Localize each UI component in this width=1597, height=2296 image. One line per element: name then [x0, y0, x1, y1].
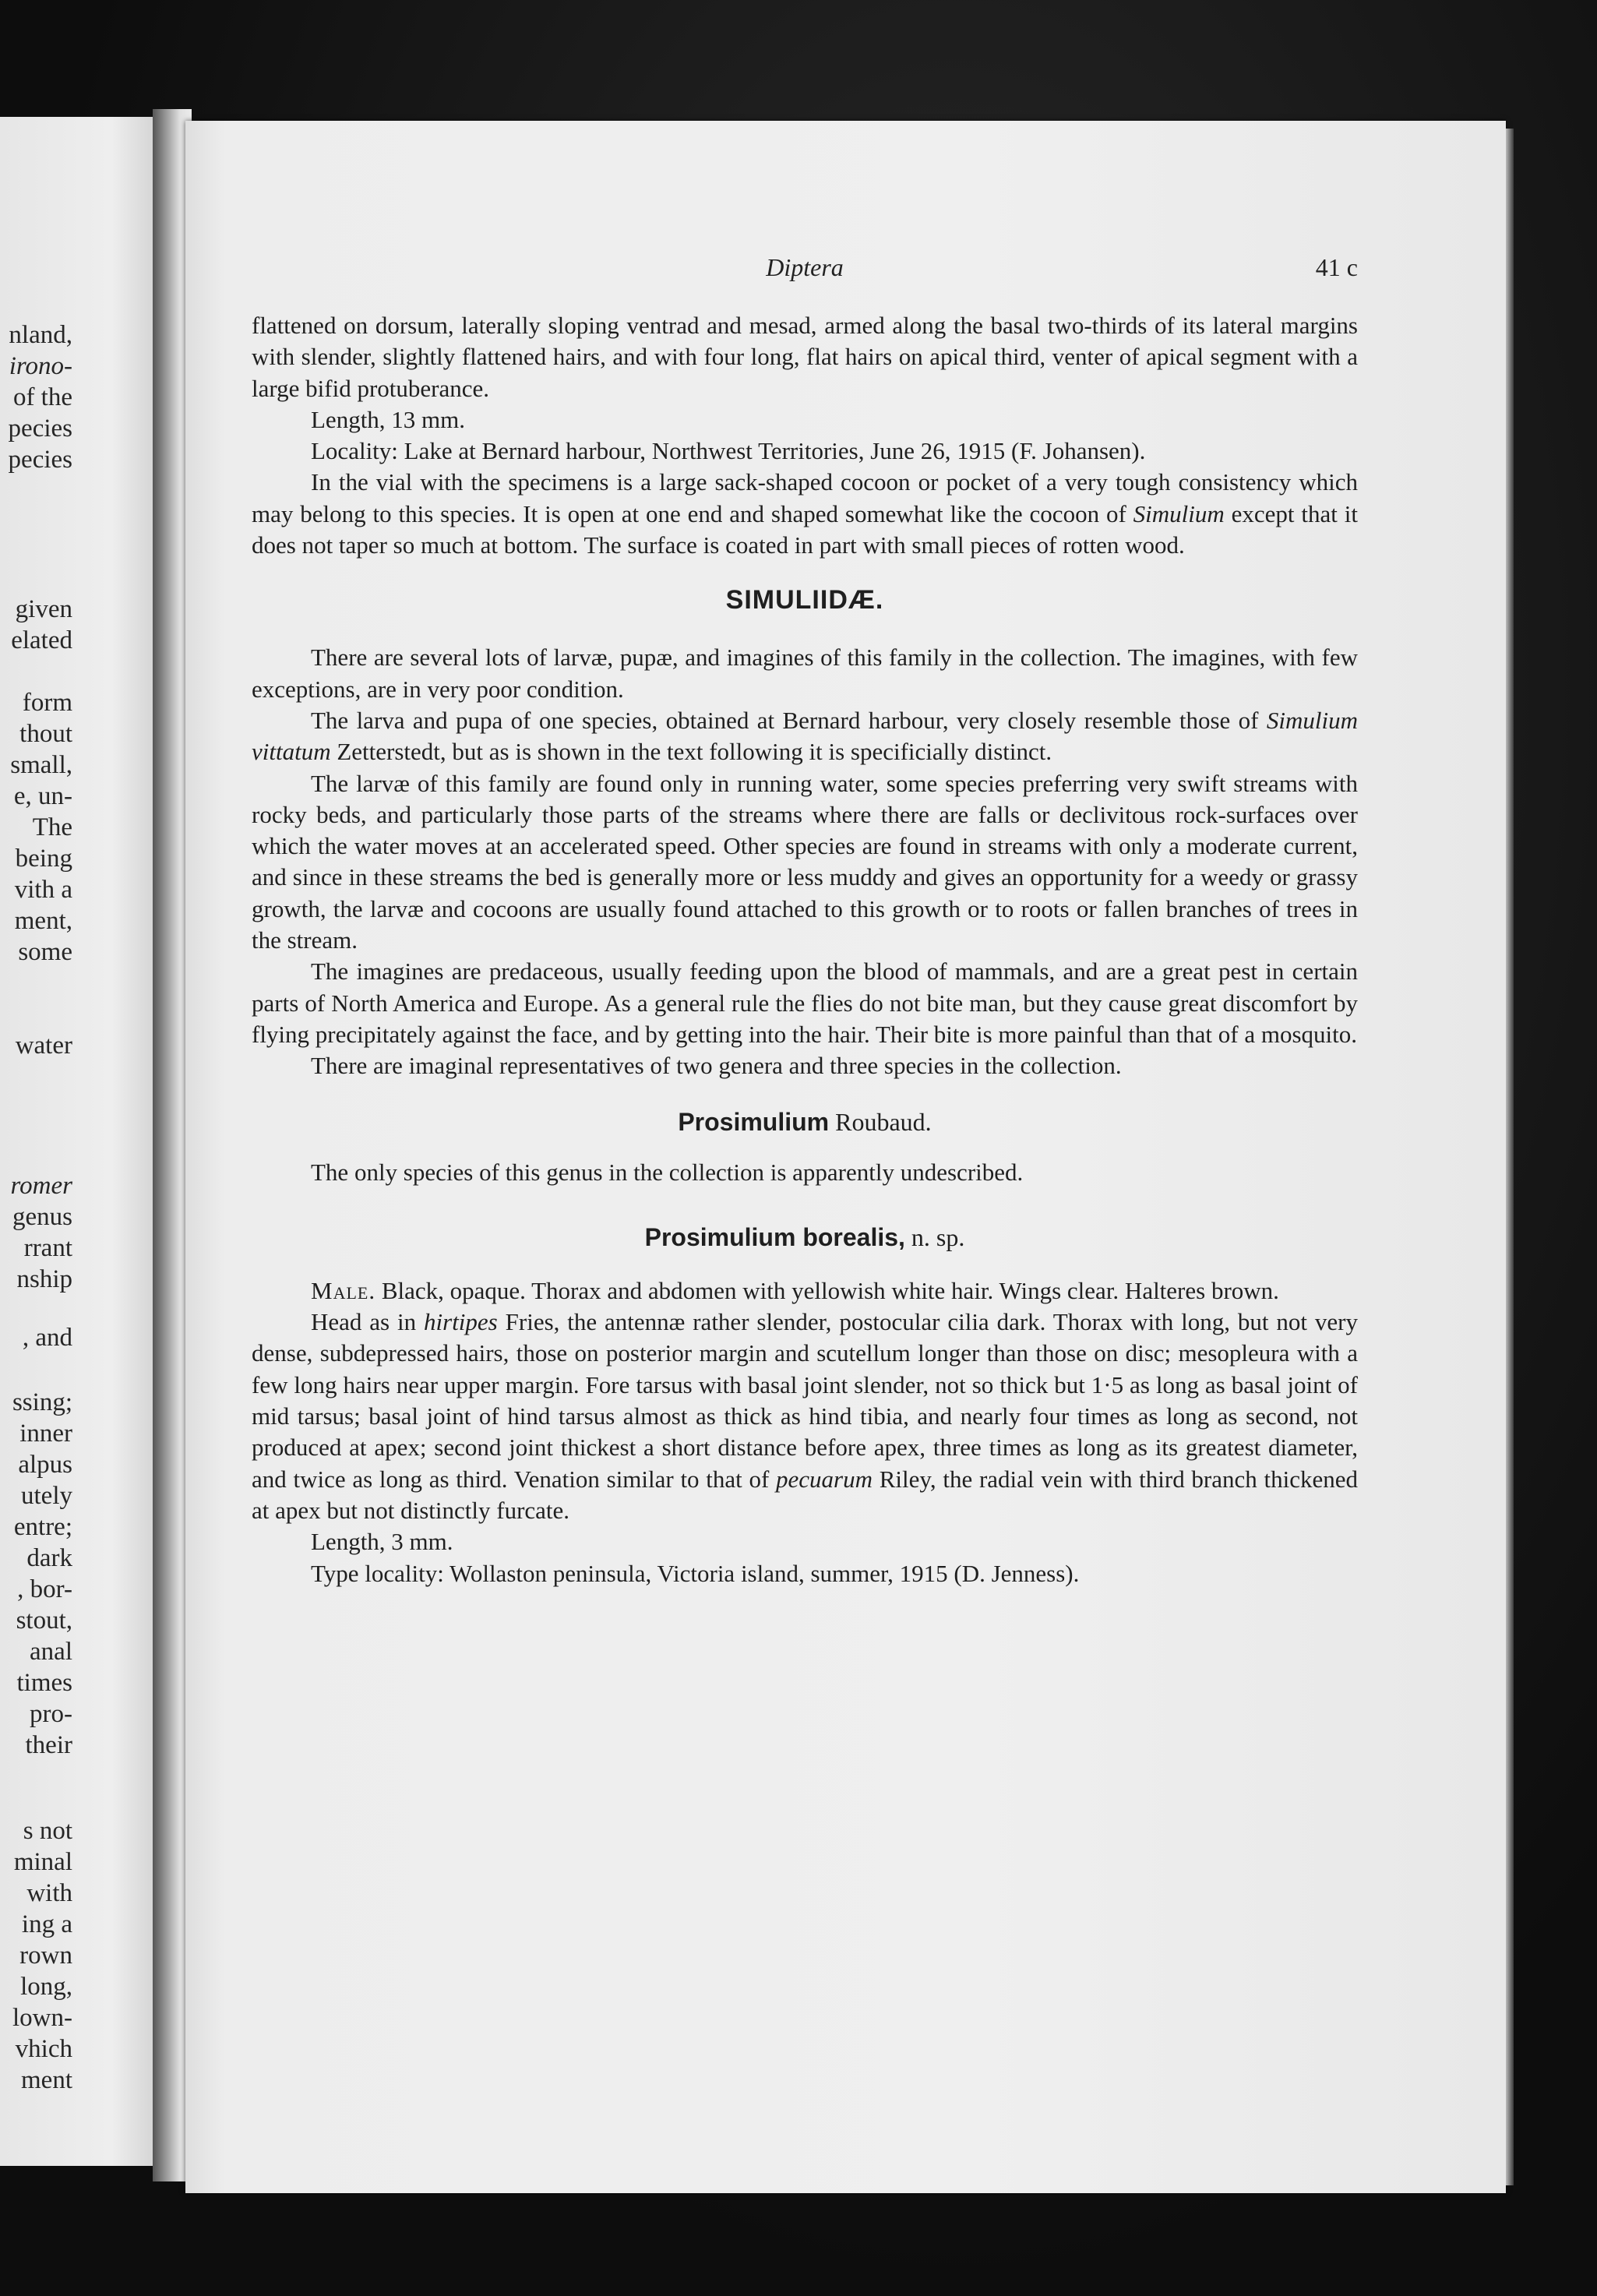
- left-page-fragment-line: pro-: [30, 1700, 72, 1728]
- left-page-fragment-line: The: [32, 813, 72, 841]
- left-page-fragment-line: anal: [30, 1638, 72, 1666]
- male-text: Black, opaque. Thorax and abdomen with yellowish white hair. Wings clear. Halteres brown.: [375, 1276, 1279, 1304]
- desc-text-c: Riley, the radial vein with third branch thickened at apex but not distinctly furcate.: [252, 1465, 1358, 1524]
- left-page-fragment-line: with: [26, 1879, 72, 1907]
- genus-paragraph: The only species of this genus in the collection is apparently undescribed.: [311, 1158, 1024, 1186]
- desc-species-2: pecuarum: [776, 1465, 873, 1493]
- left-page-fragment-line: thout: [19, 720, 72, 748]
- cocoon-text-end: except that it does not taper so much at bottom. The surface is coated in part with small pieces of rotten wood.: [252, 499, 1358, 559]
- genus-heading: [252, 1082, 1358, 1151]
- species-length: Length, 3 mm.: [311, 1528, 453, 1556]
- page-body: [252, 310, 1358, 1589]
- running-head: [252, 253, 1358, 287]
- left-page-fragment-line: ment,: [14, 907, 72, 935]
- left-page-fragment-line: romer: [10, 1172, 72, 1200]
- left-page-fragment-line: rown: [19, 1942, 72, 1970]
- left-page-fragment-line: their: [25, 1731, 72, 1759]
- type-locality: Type locality: Wollaston peninsula, Victoria island, summer, 1915 (D. Jenness).: [311, 1559, 1080, 1587]
- left-page-fragment-line: elated: [11, 626, 72, 654]
- left-page-fragment-line: vith a: [14, 876, 72, 904]
- desc-text-a: Head as in: [311, 1308, 425, 1336]
- left-page-text-fragments: [0, 117, 160, 2166]
- desc-species-1: hirtipes: [424, 1308, 498, 1336]
- left-page-fragment-line: some: [18, 938, 72, 966]
- genus-name: Prosimulium: [678, 1107, 830, 1136]
- left-page-fragment-line: , and: [22, 1324, 72, 1352]
- left-page-fragment-line: small,: [10, 751, 72, 779]
- species-suffix: n. sp.: [904, 1222, 965, 1251]
- family-p2-text: The larva and pupa of one species, obtained at Bernard harbour, very closely resemble those of: [311, 706, 1267, 734]
- left-page-fragment-line: entre;: [13, 1513, 72, 1541]
- left-page-fragment: [0, 117, 160, 2166]
- description-paragraph: [252, 1307, 1358, 1526]
- left-page-fragment-line: lown-: [12, 2004, 72, 2032]
- running-head-title: Diptera: [766, 253, 844, 281]
- left-page-fragment-line: , bor-: [17, 1575, 72, 1603]
- genus-author: Roubaud.: [829, 1107, 932, 1136]
- left-page-fragment-line: pecies: [8, 414, 72, 443]
- left-page-fragment-line: e, un-: [13, 782, 72, 810]
- left-page-fragment-line: stout,: [16, 1606, 72, 1635]
- cocoon-paragraph: [252, 467, 1358, 561]
- male-paragraph: [252, 1275, 1358, 1307]
- cocoon-genus: Simulium: [1133, 499, 1225, 527]
- family-paragraph-2: [252, 705, 1358, 768]
- page-edge-shadow: [1506, 129, 1514, 2185]
- family-paragraph-3: The larvæ of this family are found only in running water, some species preferring very swift streams with rocky beds, and particularly those parts of the streams where there are falls or declivitous rock-surfaces over which the water moves at an accelerated speed. Other species are found in streams with only a moderate current, and since in these streams the bed is generally more or less muddy and gives an opportunity for a weedy or grassy growth, the larvæ and cocoons are usually found attached to this growth or to roots or fallen branches of trees in the stream.: [252, 769, 1358, 954]
- left-page-fragment-line: nship: [16, 1265, 72, 1293]
- left-page-fragment-line: vhich: [15, 2035, 72, 2063]
- left-page-fragment-line: genus: [12, 1203, 72, 1231]
- family-p2-species: Simulium vittatum: [252, 706, 1358, 766]
- left-page-fragment-line: long,: [20, 1973, 72, 2001]
- left-page-fragment-line: s not: [23, 1817, 72, 1845]
- left-page-fragment-line: pecies: [8, 446, 72, 474]
- family-paragraph-1: There are several lots of larvæ, pupæ, and imagines of this family in the collection. The imagines, with few exceptions, are in very poor condition.: [252, 644, 1358, 703]
- species-heading: [252, 1188, 1358, 1266]
- family-paragraph-4: The imagines are predaceous, usually feeding upon the blood of mammals, and are a great pest in certain parts of North America and Europe. As a general rule the flies do not bite man, but they cause great discomfort by flying precipitately against the face, and by getting into the hair. Their bite is more painful than that of a mosquito.: [252, 958, 1358, 1048]
- cocoon-text: In the vial with the specimens is a large sack-shaped cocoon or pocket of a very tough consistency which may belong to this species. It is open at one end and shaped somewhat like the cocoon of: [252, 468, 1358, 527]
- page-number: 41 c: [1315, 253, 1358, 281]
- left-page-fragment-line: water: [15, 1032, 72, 1060]
- left-page-fragment-line: being: [15, 845, 72, 873]
- left-page-fragment-line: inner: [19, 1420, 72, 1448]
- family-p2-text-end: Zetterstedt, but as is shown in the text following it is specificially distinct.: [330, 738, 1052, 766]
- left-page-fragment-line: form: [22, 689, 72, 717]
- locality-line: Locality: Lake at Bernard harbour, Northwest Territories, June 26, 1915 (F. Johansen).: [311, 437, 1146, 465]
- continued-paragraph: flattened on dorsum, laterally sloping ventrad and mesad, armed along the basal two-thirds of its lateral margins with slender, slightly flattened hairs, and with four long, flat hairs on apical third, venter of apical segment with a large bifid protuberance.: [252, 312, 1358, 402]
- left-page-fragment-line: minal: [13, 1848, 72, 1876]
- left-page-fragment-line: irono-: [9, 352, 72, 380]
- left-page-fragment-line: nland,: [9, 321, 72, 349]
- length-line: Length, 13 mm.: [311, 405, 466, 433]
- desc-text-b: Fries, the antennæ rather slender, postocular cilia dark. Thorax with long, but not very dense, subdepressed hairs, those on posterior margin and scutellum longer than those on disc; mesopleura with a few long hairs near upper margin. Fore tarsus with basal joint slender, not so thick but 1·5 as long as basal joint of mid tarsus; basal joint of hind tarsus almost as thick as hind tibia, and nearly four times as long as second, not produced at apex; second joint thickest a short distance before apex, three times as long as its greatest diameter, and twice as long as third. Venation similar to that of: [252, 1308, 1358, 1493]
- left-page-fragment-line: of the: [12, 383, 72, 411]
- left-page-fragment-line: given: [15, 595, 72, 623]
- left-page-fragment-line: times: [16, 1669, 72, 1697]
- family-paragraph-5: There are imaginal representatives of two genera and three species in the collection.: [311, 1052, 1122, 1080]
- male-label: Male.: [311, 1276, 376, 1304]
- left-page-fragment-line: ing a: [21, 1910, 72, 1938]
- left-page-fragment-line: ssing;: [12, 1388, 72, 1416]
- left-page-fragment-line: ment: [21, 2066, 72, 2094]
- left-page-fragment-line: dark: [26, 1544, 72, 1572]
- left-page-fragment-line: alpus: [18, 1451, 72, 1479]
- left-page-fragment-line: rrant: [23, 1234, 72, 1262]
- left-page-fragment-line: utely: [21, 1482, 72, 1510]
- family-heading: SIMULIIDÆ.: [725, 585, 884, 615]
- species-name: Prosimulium borealis,: [644, 1222, 905, 1251]
